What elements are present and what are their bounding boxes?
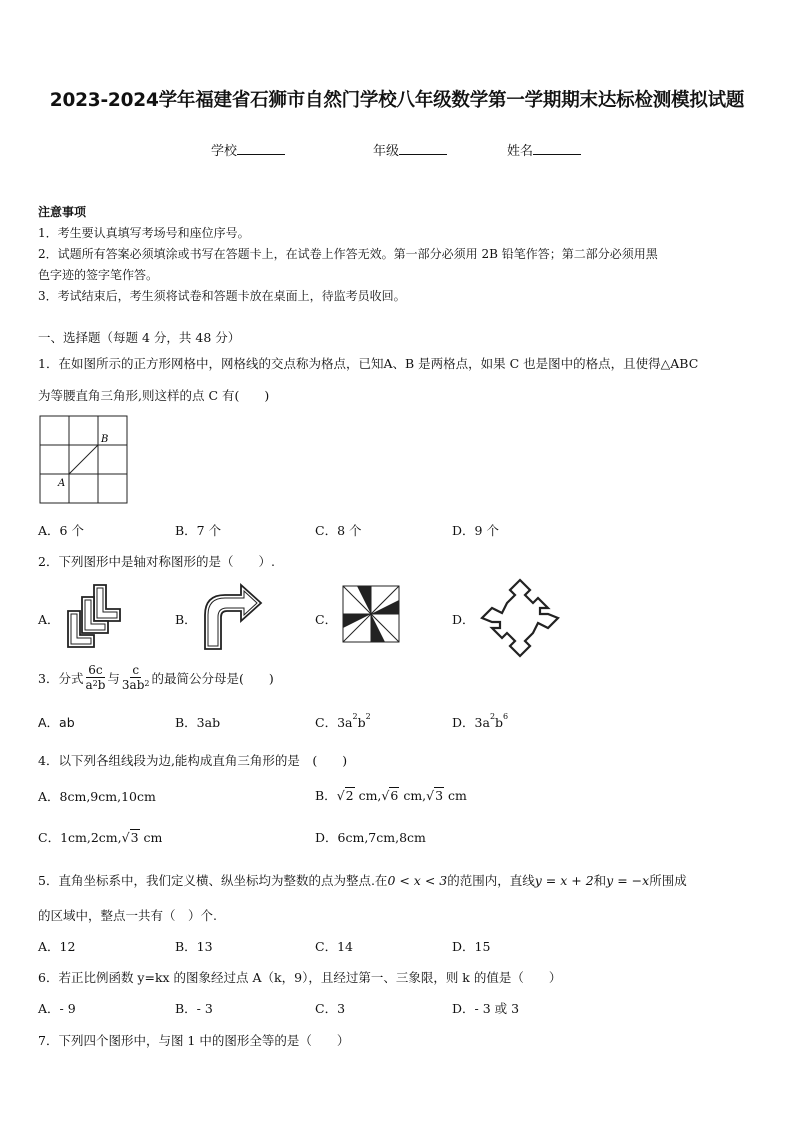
option-a: A．8cm,9cm,10cm — [38, 789, 156, 804]
q3-mid: 与 — [107, 670, 120, 686]
sqrt-symbol: √3 — [426, 788, 444, 803]
fraction-1 — [83, 663, 107, 692]
school-field — [211, 140, 285, 159]
school-label: 学校 — [211, 144, 238, 159]
name-blank — [533, 143, 581, 155]
question-1-line2: 为等腰直角三角形,则这样的点 C 有( ) — [38, 388, 270, 403]
figure-c-pinwheel — [340, 583, 402, 645]
fraction-1-denominator: $a^2b$ — [85, 678, 106, 692]
sqrt-symbol: √2 — [336, 788, 354, 803]
option-b: B．13 — [175, 939, 213, 954]
sqrt-symbol: √3 — [121, 830, 139, 845]
option-a: A．12 — [38, 939, 76, 954]
section-heading: 一、选择题（每题 4 分，共 48 分） — [38, 330, 241, 345]
sqrt-symbol: √6 — [381, 788, 399, 803]
option-a: A．- 9 — [38, 1001, 76, 1016]
notice-item: 2．试题所有答案必须填涂或书写在答题卡上，在试卷上作答无效。第一部分必须用 2B 铅笔作答；第二部分必须用黑 — [38, 247, 658, 261]
option-a: A．6 个 — [38, 523, 84, 538]
figure-a-stacked-l-shapes — [62, 583, 124, 649]
question-1-line1: 1．在如图所示的正方形网格中，网格线的交点称为格点，已知A、B 是两格点，如果 C 也是图中的格点，且使得△ABC — [38, 356, 699, 371]
fraction-2-denominator: $3ab^2$ — [121, 678, 150, 692]
equation-1: y = x + 2 — [534, 873, 594, 888]
option-d: D．$3a^2b^6$ — [452, 712, 509, 730]
option-d: D．6cm,7cm,8cm — [315, 830, 426, 845]
grid-figure — [39, 415, 131, 507]
option-d-label: D． — [452, 612, 475, 627]
question-4-stem: 4．以下列各组线段为边,能构成直角三角形的是 ( ) — [38, 753, 348, 768]
school-blank — [237, 143, 285, 155]
grade-label: 年级 — [373, 144, 400, 159]
option-c-label: C． — [315, 612, 338, 627]
option-c: C．3 — [315, 1001, 346, 1016]
question-6-stem: 6．若正比例函数 y=kx 的图象经过点 A（k，9），且经过第一、三象限，则 k 的值是（ ） — [38, 970, 562, 985]
fraction-1-numerator: 6c — [88, 663, 103, 677]
option-b: B．√2 cm,√6 cm,√3 cm — [315, 788, 467, 803]
option-b: B．7 个 — [175, 523, 222, 538]
option-d: D．9 个 — [452, 523, 499, 538]
point-a-label: A — [58, 478, 66, 489]
grade-field — [373, 140, 447, 159]
equation-2: y = −x — [606, 873, 650, 888]
question-5-line2: 的区域中，整点一共有（ ）个. — [38, 908, 217, 923]
option-b: B．3ab — [175, 715, 221, 730]
option-a: A．ab — [38, 715, 75, 730]
option-b-label: B． — [175, 612, 197, 627]
inequality: 0 < x < 3 — [387, 873, 448, 888]
option-d: D．- 3 或 3 — [452, 1001, 520, 1016]
notice-heading: 注意事项 — [38, 205, 87, 219]
question-3-stem — [38, 663, 274, 692]
option-d: D．15 — [452, 939, 491, 954]
name-label: 姓名 — [507, 144, 534, 159]
option-c: C．14 — [315, 939, 353, 954]
option-c: C．$3a^2b^2$ — [315, 712, 371, 730]
name-field — [507, 140, 581, 159]
notice-item: 3．考试结束后，考生须将试卷和答题卡放在桌面上，待监考员收回。 — [38, 289, 406, 303]
grade-blank — [399, 143, 447, 155]
notice-item: 色字迹的签字笔作答。 — [38, 268, 159, 282]
fraction-2 — [120, 663, 152, 692]
question-7-stem: 7．下列四个图形中，与图 1 中的图形全等的是（ ） — [38, 1033, 350, 1048]
figure-b-bent-arrow — [201, 583, 265, 651]
page-title: 2023-2024学年福建省石狮市自然门学校八年级数学第一学期期末达标检测模拟试题 — [49, 90, 745, 111]
q3-prefix: 3．分式 — [38, 670, 84, 686]
q3-suffix: 的最简公分母是( ) — [151, 670, 274, 686]
question-2-stem: 2．下列图形中是轴对称图形的是（ ）. — [38, 554, 275, 569]
notice-item: 1．考生要认真填写考场号和座位序号。 — [38, 226, 250, 240]
point-b-label: B — [101, 434, 109, 445]
option-c: C．1cm,2cm,√3 cm — [38, 830, 163, 845]
fraction-2-numerator: c — [132, 663, 140, 677]
option-c: C．8 个 — [315, 523, 362, 538]
question-5-line1: 5．直角坐标系中，我们定义横、纵坐标均为整数的点为整点.在0 < x < 3的范围内，直线y = x + 2和y = −x所围成 — [38, 873, 687, 888]
option-b: B．- 3 — [175, 1001, 213, 1016]
option-a-label: A． — [38, 612, 60, 627]
figure-d-notched-diamond — [480, 578, 560, 658]
